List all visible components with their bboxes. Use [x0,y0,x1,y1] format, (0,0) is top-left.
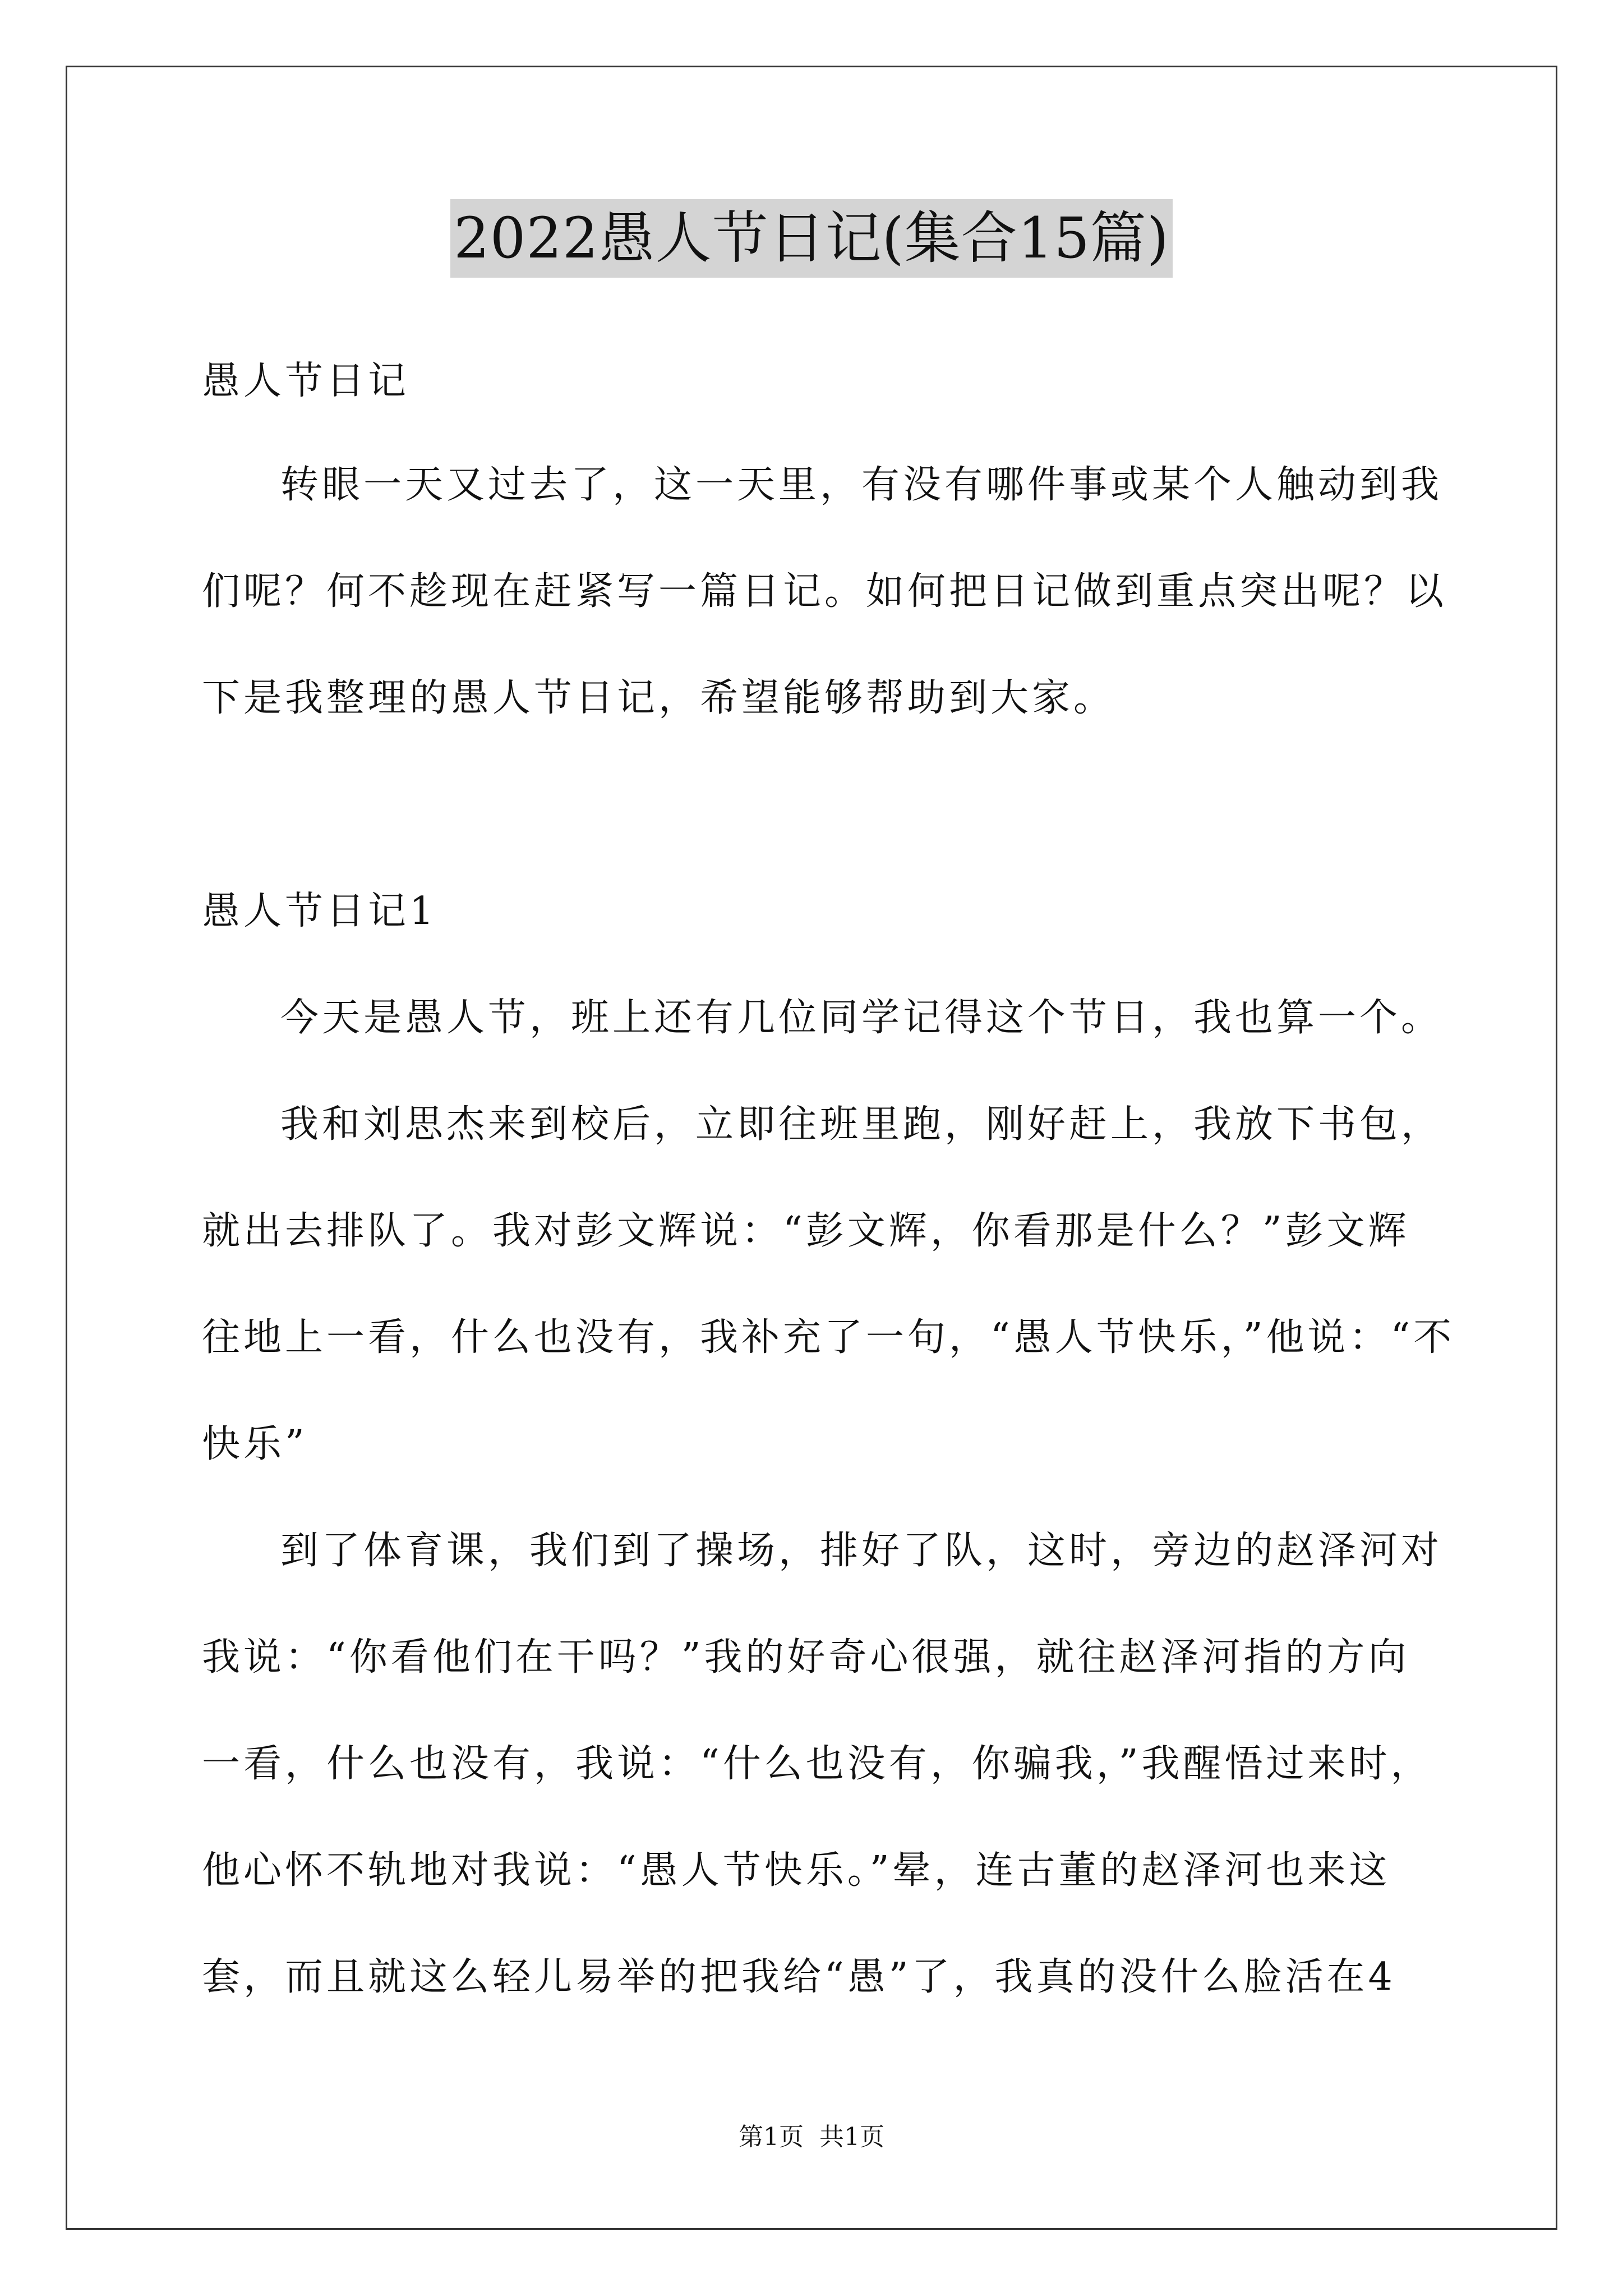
paragraph-line: 就出去排队了。我对彭文辉说：“彭文辉，你看那是什么？”彭文辉 [202,1209,1410,1253]
title-container [0,199,1623,278]
paragraph-line: 套，而且就这么轻儿易举的把我给“愚”了，我真的没什么脸活在4 [202,1955,1396,1999]
paragraph-line: 今天是愚人节，班上还有几位同学记得这个节日，我也算一个。 [280,996,1443,1040]
paragraph-line: 我说：“你看他们在干吗？”我的好奇心很强，就往赵泽河指的方向 [202,1635,1410,1680]
document-title: 2022愚人节日记(集合15篇) [450,199,1173,278]
paragraph-line: 我和刘思杰来到校后，立即往班里跑，刚好赶上，我放下书包， [280,1102,1443,1147]
paragraph-line: 他心怀不轨地对我说：“愚人节快乐。”晕，连古董的赵泽河也来这 [202,1848,1391,1893]
paragraph-line: 快乐” [202,1422,308,1466]
paragraph-line: 下是我整理的愚人节日记，希望能够帮助到大家。 [202,676,1115,720]
section-heading: 愚人节日记1 [202,889,437,933]
paragraph-line: 到了体育课，我们到了操场，排好了队，这时，旁边的赵泽河对 [280,1529,1443,1573]
paragraph-line: 转眼一天又过去了，这一天里，有没有哪件事或某个人触动到我 [280,463,1443,507]
page-total: 共1页 [819,2123,884,2151]
paragraph-line: 们呢？何不趁现在赶紧写一篇日记。如何把日记做到重点突出呢？以 [202,569,1447,614]
paragraph-line: 往地上一看，什么也没有，我补充了一句，“愚人节快乐，”他说：“不 [202,1315,1455,1360]
section-heading: 愚人节日记 [202,359,410,403]
page-footer [0,2120,1623,2154]
page-number: 第1页 [739,2123,804,2151]
paragraph-line: 一看，什么也没有，我说：“什么也没有，你骗我，”我醒悟过来时， [202,1742,1432,1786]
